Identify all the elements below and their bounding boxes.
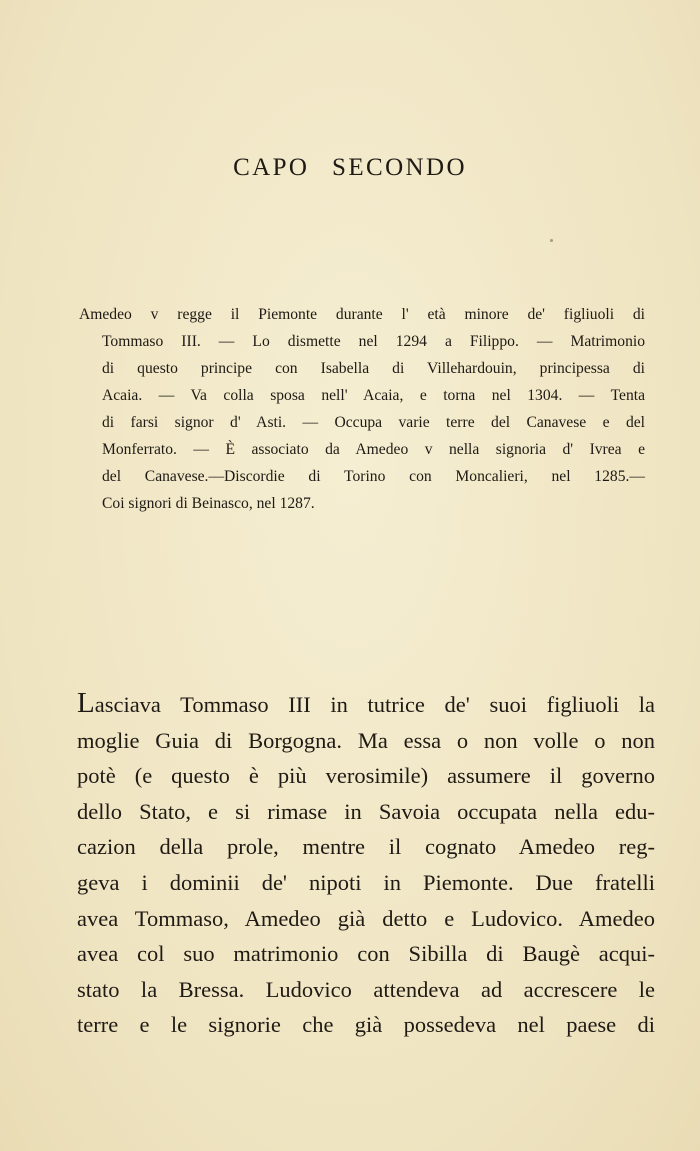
- summary-line: di farsi signor d' Asti. — Occupa varie terre del Canavese e del: [102, 414, 645, 431]
- body-line: terre e le signorie che già possedeva nel paese di: [77, 1012, 655, 1038]
- paper-speck: [550, 239, 553, 242]
- summary-line: Monferrato. — È associato da Amedeo v nella signoria d' Ivrea e: [102, 441, 645, 458]
- body-line: potè (e questo è più verosimile) assumere il governo: [77, 763, 655, 789]
- body-line: stato la Bressa. Ludovico attendeva ad accrescere le: [77, 976, 655, 1002]
- body-line-text: asciava Tommaso III in tutrice de' suoi figliuoli la: [94, 692, 655, 717]
- body-line: cazion della prole, mentre il cognato Amedeo reg-: [77, 834, 655, 860]
- summary-line: Amedeo v regge il Piemonte durante l' età minore de' figliuoli di: [79, 306, 645, 323]
- body-line: avea col suo matrimonio con Sibilla di Baugè acqui-: [77, 941, 655, 967]
- body-paragraph: [77, 686, 655, 1043]
- body-line: geva i dominii de' nipoti in Piemonte. Due fratelli: [77, 869, 655, 895]
- body-line: avea Tommaso, Amedeo già detto e Ludovico. Amedeo: [77, 905, 655, 931]
- body-line-first: [77, 686, 655, 723]
- drop-cap: L: [77, 687, 95, 719]
- summary-line: Coi signori di Beinasco, nel 1287.: [102, 495, 315, 512]
- summary-line: di questo principe con Isabella di Villehardouin, principessa di: [102, 360, 645, 377]
- summary-line: Acaia. — Va colla sposa nell' Acaia, e torna nel 1304. — Tenta: [102, 387, 645, 404]
- summary-line: del Canavese.—Discordie di Torino con Moncalieri, nel 1285.—: [102, 468, 645, 485]
- summary-line: Tommaso III. — Lo dismette nel 1294 a Filippo. — Matrimonio: [102, 333, 645, 350]
- body-line: dello Stato, e si rimase in Savoia occupata nella edu-: [77, 798, 655, 824]
- chapter-title: CAPO SECONDO: [233, 154, 467, 181]
- body-line: moglie Guia di Borgogna. Ma essa o non volle o non: [77, 727, 655, 753]
- chapter-summary: [79, 301, 645, 517]
